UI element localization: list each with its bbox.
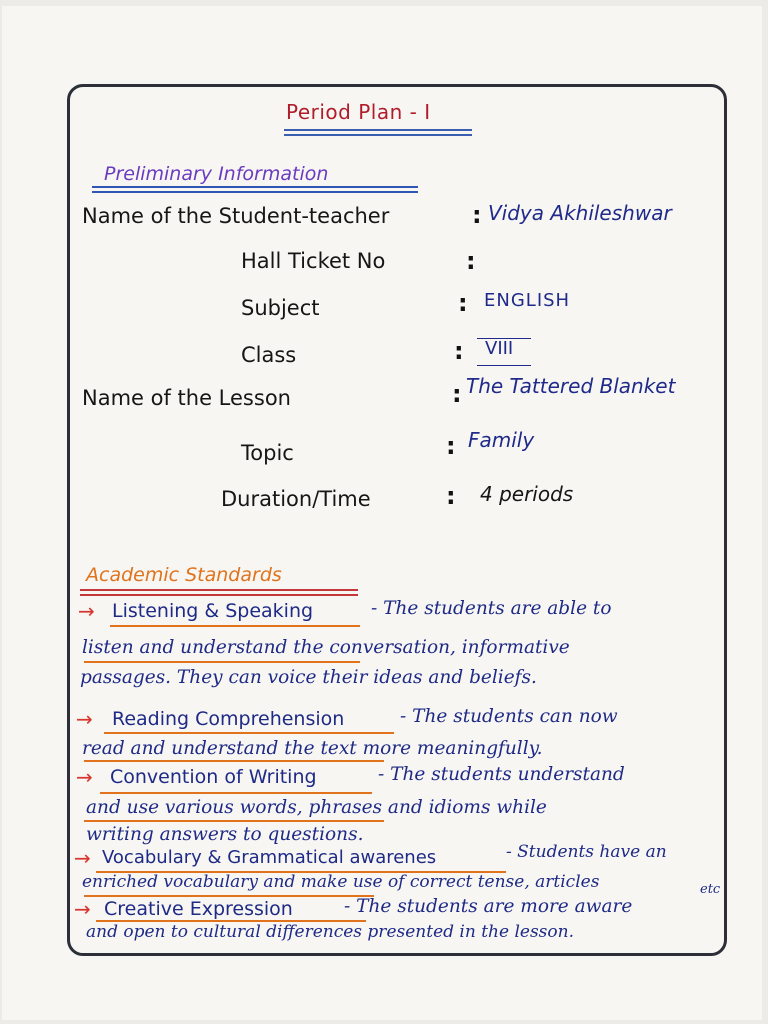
academic-underline-2 xyxy=(80,594,358,596)
field-colon: : xyxy=(452,380,462,408)
text-underline xyxy=(84,895,374,897)
standard-text: and use various words, phrases and idioms while xyxy=(86,797,547,818)
field-label-topic: Topic xyxy=(241,441,294,465)
heading-underline xyxy=(100,792,372,794)
field-colon: : xyxy=(458,289,468,317)
standard-text: - The students are more aware xyxy=(344,896,633,917)
standard-text: - Students have an xyxy=(506,842,667,862)
field-value-class: VIII xyxy=(485,338,514,359)
standard-text: - The students are able to xyxy=(371,598,612,619)
field-value-subject: ENGLISH xyxy=(484,290,571,311)
preliminary-underline xyxy=(92,186,418,188)
field-label-lesson: Name of the Lesson xyxy=(82,386,291,410)
standard-text: enriched vocabulary and make use of correct tense, articles xyxy=(82,872,600,892)
field-colon: : xyxy=(466,247,476,275)
field-label-subject: Subject xyxy=(241,296,320,320)
heading-underline xyxy=(104,732,394,734)
preliminary-heading: Preliminary Information xyxy=(104,163,329,185)
academic-underline xyxy=(80,589,358,591)
field-colon: : xyxy=(454,337,464,365)
page-title: Period Plan - I xyxy=(286,100,431,124)
standard-heading-listening: Listening & Speaking xyxy=(112,600,314,622)
field-label-student-teacher: Name of the Student-teacher xyxy=(82,204,390,228)
field-colon: : xyxy=(446,432,456,460)
field-value-student-teacher: Vidya Akhileshwar xyxy=(488,201,672,225)
text-underline xyxy=(84,820,384,822)
field-label-class: Class xyxy=(241,343,297,367)
preliminary-underline-2 xyxy=(92,191,418,193)
standard-text: etc xyxy=(700,882,721,897)
academic-heading: Academic Standards xyxy=(86,564,282,586)
title-underline xyxy=(284,129,472,131)
standard-heading-creative: Creative Expression xyxy=(104,898,293,920)
field-label-duration: Duration/Time xyxy=(221,487,371,511)
standard-text: passages. They can voice their ideas and beliefs. xyxy=(80,667,537,688)
arrow-icon: → xyxy=(74,897,91,921)
text-underline xyxy=(84,661,360,663)
standard-text: read and understand the text more meaningfully. xyxy=(82,738,543,759)
field-label-hall-ticket: Hall Ticket No xyxy=(241,249,386,273)
field-value-topic: Family xyxy=(468,428,535,452)
field-value-lesson: The Tattered Blanket xyxy=(466,374,676,398)
standard-text: and open to cultural differences presented in the lesson. xyxy=(86,922,574,942)
field-value-duration: 4 periods xyxy=(480,482,574,506)
arrow-icon: → xyxy=(76,707,93,731)
arrow-icon: → xyxy=(74,846,91,870)
standard-text: listen and understand the conversation, informative xyxy=(82,637,570,658)
title-underline-2 xyxy=(284,134,472,136)
arrow-icon: → xyxy=(78,599,95,623)
standard-text: - The students can now xyxy=(400,706,618,727)
heading-underline xyxy=(110,625,360,627)
standard-heading-writing: Convention of Writing xyxy=(110,766,317,788)
standard-text: writing answers to questions. xyxy=(86,824,364,845)
field-colon: : xyxy=(472,201,482,229)
field-colon: : xyxy=(446,482,456,510)
standard-text: - The students understand xyxy=(378,764,625,785)
standard-heading-vocabulary: Vocabulary & Grammatical awarenes xyxy=(102,847,437,868)
arrow-icon: → xyxy=(76,765,93,789)
text-underline xyxy=(84,760,384,762)
standard-heading-reading: Reading Comprehension xyxy=(112,708,345,730)
